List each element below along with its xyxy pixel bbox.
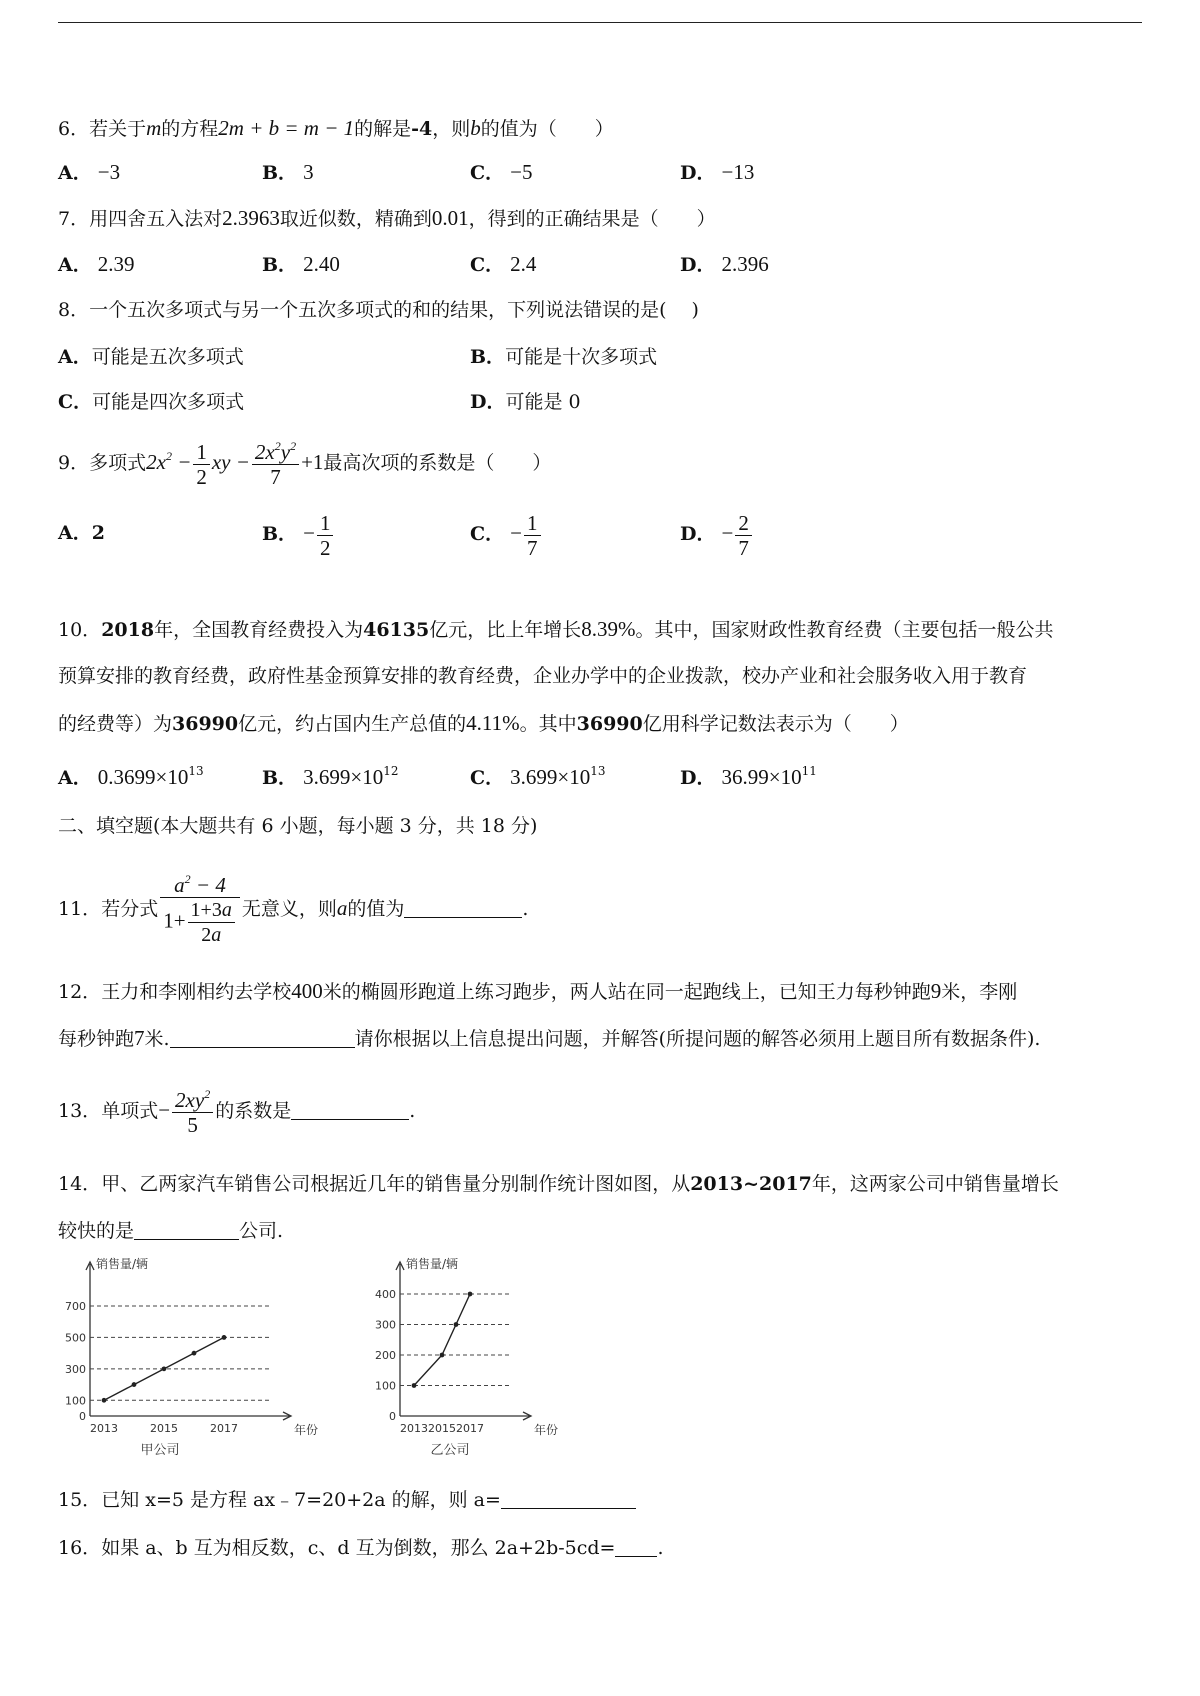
fraction-denominator: 2 [319,535,331,560]
data-point [102,1398,107,1403]
x-tick-label: 2013 [400,1422,428,1435]
option-label: A． [58,254,92,276]
question-text: 一个五次多项式与另一个五次多项式的和的结果，下列说法错误的是( ) [89,299,699,321]
question-11 [58,858,528,959]
question-text: 单项式 [101,1100,159,1122]
question-number: 12． [58,981,102,1003]
question-number: 14． [58,1173,102,1195]
option-mantissa: 36.99×10 [721,765,802,789]
option-label: D． [470,391,506,413]
option-label: A． [58,522,92,544]
question-16 [58,1535,664,1561]
question-text: 亿元，比上年增长 [429,619,582,641]
question-text: 甲、乙两家汽车销售公司根据近几年的销售量分别制作统计图如图，从 [101,1173,691,1195]
option-a [58,764,204,791]
question-text: 的方程 [161,118,219,140]
solution-value: -4 [411,118,433,140]
option-sign: − [510,521,523,545]
question-text: 米的椭圆形跑道上练习跑步，两人站在同一起跑线上，已知王力每秒钟跑 [322,981,931,1003]
option-label: C． [470,767,505,789]
polynomial-term: xy − [211,450,250,474]
question-text: 预算安排的教育经费，政府性基金预算安排的教育经费，企业办学中的企业拨款，校办产业和社会服务收入用于教育 [58,665,1028,687]
question-text: 的系数是 [215,1100,292,1122]
option-value: 2.40 [303,252,340,276]
option-label: A． [58,346,92,368]
option-value: 可能是 0 [505,391,581,413]
question-text: 取近似数，精确到 [279,208,432,230]
option-fraction [524,511,541,560]
question-text: 多项式 [89,452,147,474]
option-exponent: 11 [801,764,817,778]
y-tick-label: 400 [375,1288,396,1301]
question-text: 若关于 [89,118,147,140]
fraction-denominator: 7 [527,535,538,560]
variable: a [336,896,348,920]
option-mantissa: 0.3699×10 [97,765,189,789]
percentage: 4.11% [466,711,520,735]
number: 9 [930,979,942,1003]
data-point [132,1382,137,1387]
y-tick-label: 0 [389,1410,396,1423]
y-axis-label: 销售量/辆 [96,1257,149,1271]
data-point [222,1335,227,1340]
option-a [58,159,120,186]
option-a [58,251,135,278]
question-text: 的值为 [347,898,405,920]
question-text: 王力和李刚相约去学校 [101,981,292,1003]
option-b [262,159,314,186]
x-tick-label: 2015 [428,1422,456,1435]
question-number: 9． [58,452,90,474]
question-text: ，得到的正确结果是（ ） [468,208,716,230]
option-sign: − [721,521,734,545]
question-text: ，则 [432,118,471,140]
number: 0.01 [431,206,469,230]
answer-blank[interactable] [404,897,522,918]
question-text: 无意义，则 [241,898,337,920]
question-15 [58,1487,636,1513]
y-tick-label: 200 [375,1349,396,1362]
question-8 [58,297,699,323]
option-value: 2.4 [510,252,537,276]
option-label: B． [470,346,506,368]
fraction-denominator: 7 [738,535,749,560]
line-chart-jia [50,1256,340,1466]
option-c [470,764,606,791]
option-label: B． [262,162,298,184]
answer-blank[interactable] [615,1536,657,1557]
question-text: 每秒钟跑 [58,1028,135,1050]
question-number: 6． [58,118,90,140]
option-c [470,505,543,562]
x-tick-label: 2017 [210,1422,238,1435]
equation: 2m + b = m − 1 [218,116,355,140]
question-10-line-2 [58,663,1027,689]
question-text: 已知 x=5 是方程 ax﹣7=20+2a 的解，则 a= [101,1489,501,1511]
monomial-fraction: $\frac{2xy^2}{5}$ [172,1088,213,1137]
section-heading: 二、填空题(本大题共有 6 小题，每小题 3 分，共 18 分) [58,815,538,837]
y-axis-label: 销售量/辆 [406,1257,459,1271]
chart-title: 甲公司 [140,1443,180,1458]
question-text: 年，这两家公司中销售量增长 [811,1173,1059,1195]
punctuation: . [657,1537,664,1559]
option-value: 3 [303,160,314,184]
question-number: 15． [58,1489,102,1511]
question-9 [58,434,551,491]
amount: 46135 [363,619,430,641]
x-tick-label: 2013 [90,1422,118,1435]
question-text: 的值为（ ） [480,118,614,140]
option-b [262,505,335,562]
question-text: 的解是 [354,118,412,140]
year: 2018 [101,619,155,641]
question-7 [58,205,716,232]
answer-blank[interactable] [170,1027,355,1048]
polynomial-term: $2x^2$ − [146,449,192,474]
option-c [58,389,244,415]
question-number: 7． [58,208,90,230]
question-text: 。其中，国家财政性教育经费（主要包括一般公共 [635,619,1054,641]
question-number: 10． [58,619,102,641]
option-label: C． [470,523,505,545]
y-tick-label: 300 [375,1318,396,1332]
option-c [470,159,533,186]
data-point [412,1383,417,1388]
option-b [470,344,657,370]
x-tick-label: 2017 [456,1422,484,1435]
question-text: 较快的是 [58,1220,135,1242]
number: 2.3963 [222,206,280,230]
answer-blank[interactable] [291,1099,409,1120]
option-label: D． [680,523,716,545]
y-tick-label: 100 [65,1394,86,1408]
option-label: B． [262,254,298,276]
option-value: 可能是十次多项式 [505,346,658,368]
question-text: 若分式 [101,898,159,920]
question-number: 13． [58,1100,102,1122]
data-point [454,1322,459,1327]
fraction-term: $\frac{2x^2y^2}{7}$ [252,440,299,489]
question-text: 公司. [239,1220,284,1242]
option-label: C． [470,254,505,276]
option-exponent: 13 [590,764,606,778]
chart-title: 乙公司 [430,1443,470,1458]
amount: 36990 [172,713,239,735]
question-text: 亿元，约占国内生产总值的 [238,713,467,735]
line-chart-yi [360,1256,590,1466]
option-label: A． [58,767,92,789]
answer-blank[interactable] [134,1219,239,1240]
fraction-one-half: $\frac{1}{2}$ [193,440,210,489]
answer-blank[interactable] [501,1488,636,1509]
question-number: 16． [58,1537,102,1559]
x-axis-label: 年份 [294,1423,319,1437]
y-tick-label: 100 [375,1379,396,1393]
option-value: −5 [510,160,533,184]
question-14-line-1 [58,1171,1059,1197]
option-value: 2.39 [97,252,135,276]
option-value: 2.396 [721,252,769,276]
fraction-numerator: 1 [524,511,541,536]
option-a [58,344,244,370]
option-b [262,764,398,791]
question-text: 年，全国教育经费投入为 [154,619,364,641]
option-fraction [317,511,334,560]
x-tick-label: 2015 [150,1422,178,1435]
year-range: 2013~2017 [690,1173,812,1195]
option-d [470,389,581,415]
amount: 36990 [576,713,643,735]
sign: − [158,1098,171,1122]
question-text: 请你根据以上信息提出问题，并解答(所提问题的解答必须用上题目所有数据条件). [354,1028,1041,1050]
option-fraction [735,511,752,560]
option-d [680,764,817,791]
data-point [440,1353,445,1358]
y-tick-label: 700 [65,1300,86,1313]
option-c [470,251,536,278]
option-value: 2 [91,522,105,544]
header-rule [58,22,1142,23]
variable: m [146,116,162,140]
question-12-line-1 [58,978,1017,1005]
option-value: 可能是四次多项式 [92,391,245,413]
option-sign: − [303,521,315,545]
option-label: D． [680,254,716,276]
question-text: 如果 a、b 互为相反数，c、d 互为倒数，那么 2a+2b-5cd= [101,1537,616,1559]
variable: b [470,116,481,140]
data-point [468,1292,473,1297]
fraction-numerator: 1 [317,511,334,536]
option-label: C． [470,162,505,184]
percentage: 8.39% [581,617,636,641]
question-text: 。其中 [519,713,577,735]
data-point [162,1366,167,1371]
option-a [58,505,105,561]
option-label: A． [58,162,92,184]
question-text: 的经费等）为 [58,713,173,735]
option-value: −3 [97,160,121,184]
question-number: 11． [58,898,102,920]
number: 7 [134,1026,145,1050]
option-mantissa: 3.699×10 [510,765,591,789]
polynomial-constant: +1 [301,450,324,474]
option-d [680,251,769,278]
y-tick-label: 300 [65,1362,86,1376]
chart-company-jia [50,1256,340,1471]
number: 400 [291,979,323,1003]
option-value: 可能是五次多项式 [91,346,244,368]
option-label: C． [58,391,93,413]
data-point [192,1351,197,1356]
question-text: 用四舍五入法对 [89,208,223,230]
question-10-line-1 [58,616,1053,643]
punctuation: . [522,898,529,920]
question-text: 亿用科学记数法表示为（ ） [642,713,909,735]
question-10-line-3 [58,710,909,737]
option-label: B． [262,767,298,789]
option-d [680,159,754,186]
question-text: 最高次项的系数是（ ） [323,452,552,474]
y-tick-label: 0 [79,1410,86,1423]
question-6 [58,115,614,142]
option-exponent: 13 [188,764,204,778]
question-text: 米. [144,1028,170,1050]
x-axis-label: 年份 [534,1423,559,1437]
question-13 [58,1080,415,1141]
chart-company-yi [360,1256,590,1471]
option-label: D． [680,767,716,789]
complex-fraction: $a^2 - 4$ 1+ $\frac{1+3a}{2a}$ [160,873,240,947]
option-label: D． [680,162,716,184]
series-line [414,1294,470,1386]
option-d [680,505,754,562]
y-tick-label: 500 [65,1331,86,1345]
question-number: 8． [58,299,90,321]
question-12-line-2 [58,1025,1040,1052]
option-b [262,251,340,278]
option-value: −13 [721,160,755,184]
option-exponent: 12 [383,764,399,778]
question-text: 米，李刚 [941,981,1018,1003]
question-14-line-2 [58,1218,283,1244]
fraction-numerator: 2 [735,511,752,536]
punctuation: . [409,1100,416,1122]
option-label: B． [262,523,298,545]
option-mantissa: 3.699×10 [303,765,384,789]
